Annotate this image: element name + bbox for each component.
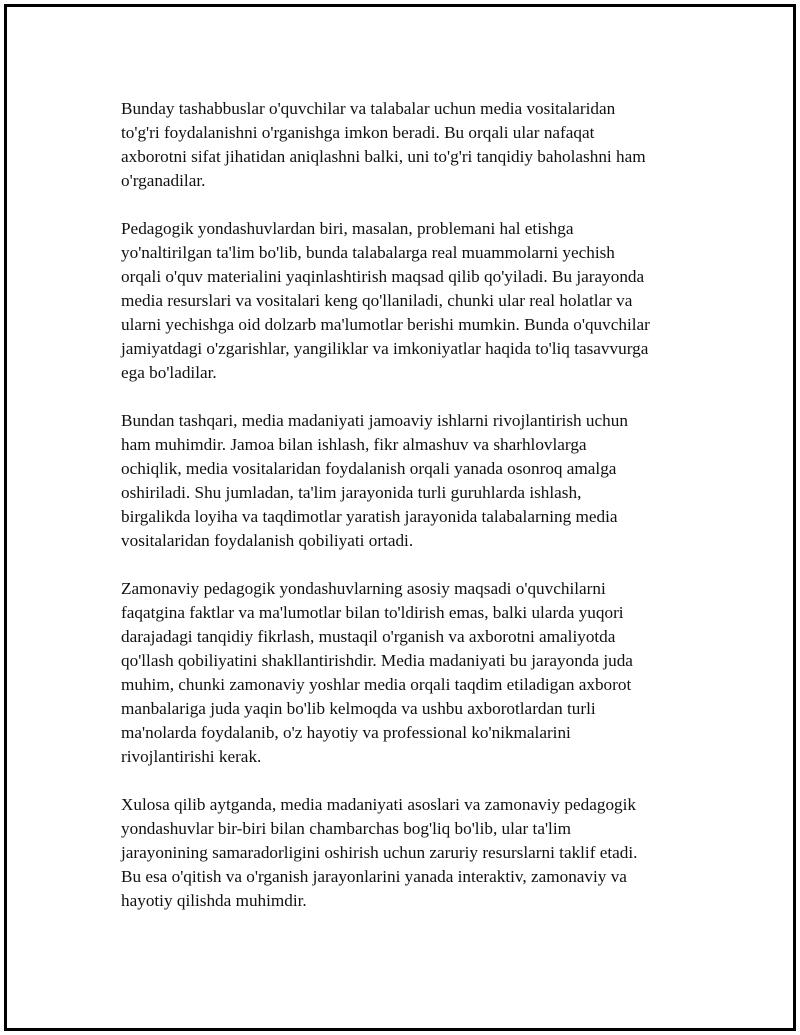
paragraph-3: Bundan tashqari, media madaniyati jamoaviy ishlarni rivojlantirish uchun ham muhimdir. Jamoa bilan ishlash, fikr almashuv va sharhlovlarga ochiqlik, media vositalaridan foydalanish orqali yanada osonroq amalga oshiriladi. Shu jumladan, ta'lim jarayonida turli guruhlarda ishlash, birgalikda loyiha va taqdimotlar yaratish jarayonida talabalarning media vositalaridan foydalanish qobiliyati ortadi.	[121, 411, 628, 550]
paragraph-2: Pedagogik yondashuvlardan biri, masalan, problemani hal etishga yo'naltirilgan ta'lim bo'lib, bunda talabalarga real muammolarni yechish orqali o'quv materialini yaqinlashtirish maqsad qilib qo'yiladi. Bu jarayonda media resurslari va vositalari keng qo'llaniladi, chunki ular real holatlar va ularni yechishga oid dolzarb ma'lumotlar berishi mumkin. Bunda o'quvchilar jamiyatdagi o'zgarishlar, yangiliklar va imkoniyatlar haqida to'liq tasavvurga ega bo'ladilar.	[121, 219, 650, 382]
paragraph-5: Xulosa qilib aytganda, media madaniyati asoslari va zamonaviy pedagogik yondashuvlar bir-biri bilan chambarchas bog'liq bo'lib, ular ta'lim jarayonining samaradorligini oshirish uchun zaruriy resurslarni taklif etadi. Bu esa o'qitish va o'rganish jarayonlarini yanada interaktiv, zamonaviy va hayotiy qilishda muhimdir.	[121, 795, 638, 910]
document-body	[121, 97, 691, 937]
paragraph-4: Zamonaviy pedagogik yondashuvlarning asosiy maqsadi o'quvchilarni faqatgina faktlar va ma'lumotlar bilan to'ldirish emas, balki ularda yuqori darajadagi tanqidiy fikrlash, mustaqil o'rganish va axborotni amaliyotda qo'llash qobiliyatini shakllantirishdir. Media madaniyati bu jarayonda juda muhim, chunki zamonaviy yoshlar media orqali taqdim etiladigan axborot manbalariga juda yaqin bo'lib kelmoqda va ushbu axborotlardan turli ma'nolarda foydalanib, o'z hayotiy va professional ko'nikmalarini rivojlantirishi kerak.	[121, 579, 633, 766]
page-frame	[4, 4, 796, 1031]
paragraph-1: Bunday tashabbuslar o'quvchilar va talabalar uchun media vositalaridan to'g'ri foydalanishni o'rganishga imkon beradi. Bu orqali ular nafaqat axborotni sifat jihatidan aniqlashni balki, uni to'g'ri tanqidiy baholashni ham o'rganadilar.	[121, 99, 646, 190]
